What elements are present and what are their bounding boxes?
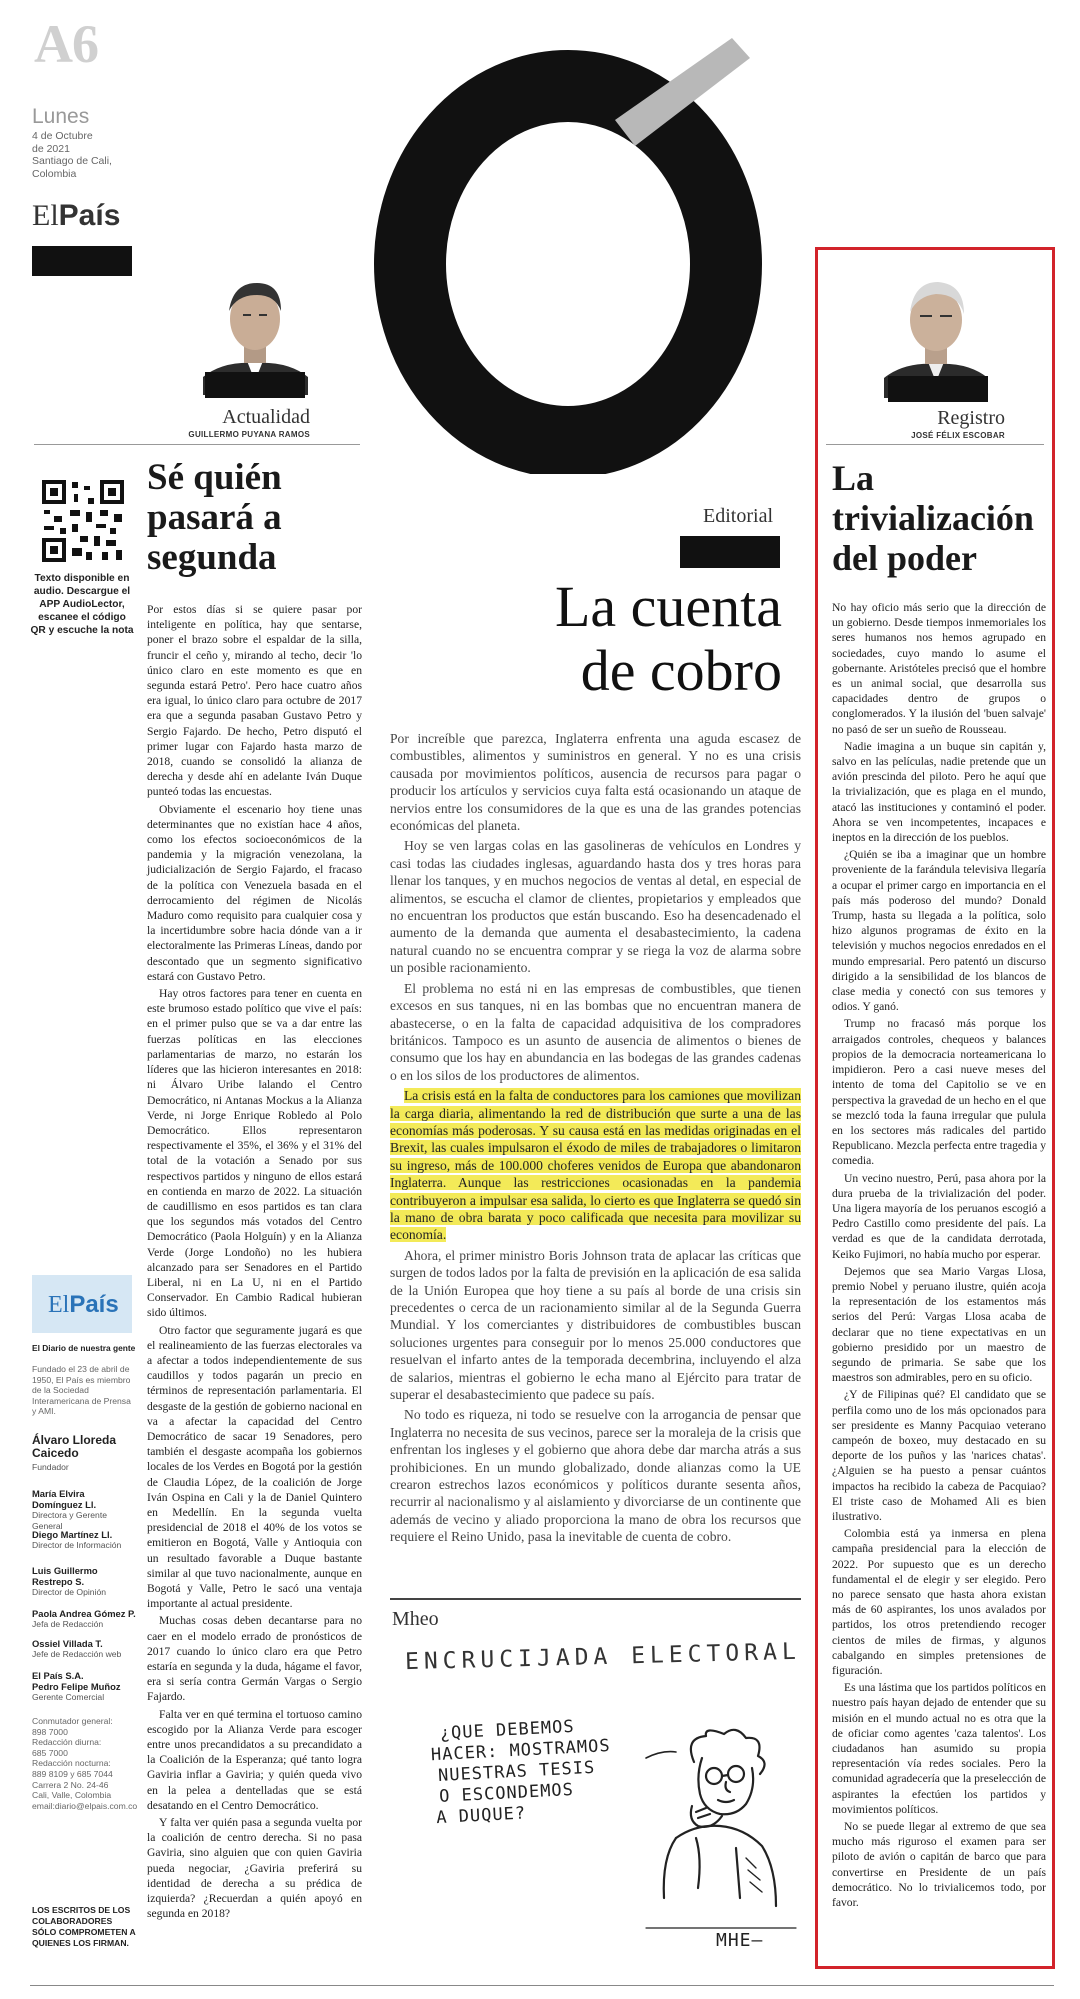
contact-line: Redacción nocturna:: [32, 1758, 111, 1769]
staff-person: [32, 1608, 136, 1638]
editorial-paragraph: Ahora, el primer ministro Boris Johnson trata de aplacar las críticas que surgen de todos lados por la falta de previsión en la aplicación de esa salida de la Unión Europea que hoy tiene a su país al borde de una crisis sin precedentes o cerca de un racionamiento similar al de la Segunda Guerra Mundial. Y los comerciantes y distribuidores de combustibles buscan soluciones urgentes para conseguir por lo menos 25.000 conductores que resuelvan el infarto antes de la temporada decembrina, incluyendo el alza de salarios, mientras el gobierno le echa mano al Ejército para tratar de superar el desabastecimiento que padece su país.: [390, 1247, 801, 1403]
cartoon-figure: [636, 1728, 806, 1938]
staff-logo-el: El: [48, 1292, 70, 1318]
cartoon-title: ENCRUCIJADA ELECTORAL: [404, 1638, 802, 1676]
article-paragraph: Trump no fracasó más porque los arraigados controles, chequeos y balances propios de la democracia norteamericana lo impidieron. Pero a casi nueve meses del intento de toma del Capitolio se ve en perspectiva la gravedad de un hecho en el que se mezcló toda la fauna irregular que pulula en los sectores más radicales del partido Republicano. Mezcla perfecta entre tragedia y comedia.: [832, 1017, 1046, 1168]
contact-line: Conmutador general:: [32, 1716, 113, 1726]
company-name: El País S.A.: [32, 1670, 84, 1681]
article-paragraph: Y falta ver quién pasa a segunda vuelta por la coalición de centro derecha. Si no pasa Gaviria, sino alguien que con quien Gaviria pueda negociar, ¿Gaviria preferirá su identidad de derecha a su prédica de izquierda? ¿Recuerdan a quién apoyó en segunda en 2018?: [147, 1816, 362, 1921]
staff-person-role: Directora y Gerente General: [32, 1510, 107, 1531]
qr-note: Texto disponible en audio. Descargue el APP AudioLector, escanee el código QR y escuche la nota: [30, 573, 134, 636]
speech-line: NUESTRAS TESIS: [437, 1757, 596, 1786]
contact-line: Redacción diurna:: [32, 1737, 102, 1748]
right-headline: [832, 458, 1048, 578]
founder-name: Álvaro Lloreda Caicedo: [32, 1433, 117, 1460]
headline-line: trivialización: [832, 498, 1034, 538]
contact-email[interactable]: email:diario@elpais.com.co: [32, 1800, 138, 1811]
date-line: Colombia: [32, 167, 77, 180]
contact-line: Cali, Valle, Colombia: [32, 1790, 112, 1801]
date-line: 4 de Octubre: [32, 130, 93, 142]
article-paragraph: Un vecino nuestro, Perú, pasa ahora por la dura prueba de la trivialización del poder. Una ligera mayoría de los peruanos escogió a Pedro Castillo como presidente del país. La verdad es que de la candidata derrotada, Keiko Fujimori, no había mucho por esperar.: [832, 1171, 1046, 1261]
right-article-body: [832, 600, 1046, 1912]
highlighted-text: La crisis está en la falta de conductores para los camiones que movilizan la carga diaria, alimentando la red de distribución que surte a una de las economías más poderosas. Y su causa está en las medidas originadas en el Brexit, las cuales impulsaron el éxodo de miles de trabajadores o limitaron su ingreso, más de 100.000 choferes venidos de Europa que abandonaron Inglaterra. Aunque las restricciones ocasionadas en la pandemia contribuyeron a impulsar esa salida, lo cierto es que Inglaterra se quedó sin la mano de obra barata y poco calificada que necesita para movilizar su economía.: [390, 1088, 801, 1243]
headline-line: segunda: [147, 537, 277, 578]
article-paragraph: ¿Y de Filipinas qué? El candidato que se perfila como uno de los más opcionados para ser presidente es Manny Pacquiao veterano campeón de boxeo, muy destacado en su deporte de los puños y las 'narices chatas'. ¿Alguien se ha puesto a pensar cuántos impactos ha recibido la cabeza de Pacquiao? El triste caso de Mohamed Ali es bien ilustrativo.: [832, 1388, 1046, 1523]
disclaimer: LOS ESCRITOS DE LOS COLABORADORES SÓLO COMPROMETEN A QUIENES LOS FIRMAN.: [32, 1905, 136, 1948]
bottom-rule: [30, 1985, 1054, 1986]
staff-person-name: Diego Martínez Ll.: [32, 1529, 113, 1540]
headline-line: de cobro: [580, 638, 782, 703]
staff-person-role: Director de Opinión: [32, 1587, 107, 1597]
contact-block: [32, 1716, 136, 1811]
staff-person: [32, 1488, 136, 1529]
staff-person-role: Director de Información: [32, 1540, 122, 1550]
editorial-paragraph-highlighted: [390, 1087, 801, 1244]
article-paragraph: Muchas cosas deben decantarse para no caer en el modelo errado de pronósticos de 2017 cuando lo único claro era que Petro estaría en segunda y la duda, hágame el favor, era si sería contra Germán Vargas o Sergio Fajardo.: [147, 1614, 362, 1704]
qr-code[interactable]: [40, 478, 126, 564]
company-person: Pedro Felipe Muñoz: [32, 1681, 121, 1692]
article-paragraph: Otro factor que seguramente jugará es que el realineamiento de las fuerzas electorales va a afectar a todos independientemente de sus caudillos y todos pagarán un precio en términos de representación parlamentaria. El desgaste de la gestión de gobierno nacional en va a afectar la capacidad del Centro Democrático de sacar 19 Senadores, pero también el desgaste acompaña los gobiernos locales de los Verdes en Bogotá por la gestión de Claudia López, de la coalición de Jorge Iván Ospina en Cali y la de Daniel Quintero en Medellín. En la segunda vuelta presidencial de 2018 el 40% de los votos se emitieron en Bogotá, Valle y Antioquia con un resultado favorable a Duque bastante similar al que tuvo nacionalmente, aunque en Bogotá y Valle, Petro le sacó una ventaja importante al actual presidente.: [147, 1323, 362, 1611]
brand-logo-pais: País: [58, 199, 121, 232]
headline-line: La: [832, 458, 875, 498]
article-paragraph: Colombia está ya inmersa en plena campaña presidencial para la elección de 2022. Por supuesto que es un derecho fundamental el de elegir y ser elegido. Pero no parece sensato que hasta ahora existan más de 60 aspirantes, los unos avalados por partidos, los otros pretendiendo recoger cientos de miles de firmas, y algunos cabalgando en simples pretensiones de figuración.: [832, 1527, 1046, 1678]
author-name: GUILLERMO PUYANA RAMOS: [188, 430, 310, 439]
contact-line: 898 7000: [32, 1726, 68, 1737]
date-day: Lunes: [32, 105, 90, 128]
staff-person: [32, 1529, 136, 1565]
author-name: JOSÉ FÉLIX ESCOBAR: [911, 431, 1005, 440]
page-number: A6: [34, 14, 98, 74]
editorial-paragraph: Hoy se ven largas colas en las gasolineras de vehículos en Londres y casi todas las ciudades inglesas, aguardando hasta dos y tres horas para llenar los tanques, y en muchos negocios de ventas al detal, en especial de alimentos, se escucha el clamor de clientes, propietarios y empleados que no encuentran los productos que están buscando. Eso ha desencadenado el aumento de la demanda que aumenta el desabastecimiento, la cadena natural cuando no se encuentra comprar y se riega la voz de alarma sobre un posible racionamiento.: [390, 838, 801, 976]
staff-person-name: Ossiel Villada T.: [32, 1638, 103, 1649]
left-article-body: [147, 602, 362, 1923]
section-label: Registro: [937, 407, 1005, 429]
headline-line: pasará a: [147, 497, 282, 538]
section-label: Actualidad: [222, 406, 310, 428]
contact-line: 685 7000: [32, 1747, 68, 1758]
date-line: Santiago de Cali,: [32, 155, 112, 167]
headline-line: Sé quién: [147, 457, 282, 498]
contact-line: 889 8109 y 685 7044: [32, 1768, 113, 1779]
date-line: de 2021: [32, 142, 70, 155]
staff-person-name: Paola Andrea Gómez P.: [32, 1608, 136, 1619]
article-paragraph: No se puede llegar al extremo de que sea mucho más riguroso el examen para ser piloto de avión o capitán de barco que para convertirse en Presidente de un país democrático. No lo trivialicemos todo, por favor.: [832, 1820, 1046, 1910]
article-paragraph: Por estos días si se quiere pasar por inteligente en política, hay que sentarse, poner el brazo sobre el espaldar de la silla, fruncir el ceño y, mirando al techo, decir 'lo único claro en este momento es que en segunda estará Petro'. Pero hace cuatro años era igual, lo único claro para octubre de 2017 era que a segunda pasaban Gustavo Petro y Sergio Fajardo. De hecho, Petro disputó el primer lugar con Fajardo hasta marzo de 2018, cuando se consolidó la alianza de derecha y desde ahí en adelante Iván Duque punteó todas las encuestas.: [147, 603, 362, 799]
article-paragraph: Nadie imagina a un buque sin capitán y, salvo en las películas, nadie pretende que un avión prescinda del piloto. Pero he aquí que la trivialización, que es plaga en el mundo, atacó las instituciones y contaminó el poder. Ahora se ven incompetentes, incapaces e ineptos en la dirección de los pueblos.: [832, 739, 1046, 845]
editorial-body: [390, 730, 801, 1549]
editorial-paragraph: Por increíble que parezca, Inglaterra enfrenta una aguda escasez de combustibles, alimentos y suministros en general. Y no es una crisis causada por movimientos políticos, ausencia de recursos para pagar o producir los artículos y servicios cuya falta está ocasionando un ataque de nervios entre los consumidores de la que es una de las grandes potencias económicas del planeta.: [390, 731, 801, 834]
divider: [390, 1598, 801, 1600]
staff-people: [32, 1488, 136, 1668]
contact-line: Carrera 2 No. 24-46: [32, 1779, 109, 1790]
staff-person: [32, 1565, 136, 1608]
redacted-bar: [205, 372, 305, 398]
staff-logo-pais: País: [69, 1291, 119, 1318]
staff-person: [32, 1638, 136, 1668]
headline-line: La cuenta: [554, 574, 782, 639]
divider: [34, 444, 360, 445]
brand-logo-el: El: [32, 199, 59, 232]
staff-founding: Fundado el 23 de abril de 1950, El País es miembro de la Sociedad Interamericana de Prensa y AMI.: [32, 1364, 131, 1417]
speech-line: ¿QUE DEBEMOS: [439, 1716, 576, 1744]
left-headline: [147, 458, 347, 578]
redacted-bar: [888, 376, 988, 402]
date-block: [32, 130, 112, 180]
headline-line: del poder: [832, 538, 978, 578]
cartoon-artist: Mheo: [392, 1608, 439, 1630]
article-paragraph: Hay otros factores para tener en cuenta en este brumoso estado político que vive el país: en el primer pulso que se va a dar entre las fuerzas políticas en las elecciones parlamentarias de marzo, no estarán los líderes que las hicieron interesantes en 2018: ni Álvaro Uribe ‖alando el Centro Democrático, ni Antanas Mockus a la Alianza Verde, ni Jorge Enrique Robledo al Polo Democrático. Ellos representaron respectivamente el 35%, el 36% y el 31% del total de la votación a Senado por sus respectivos partidos y ninguno de ellos estará en contienda en marzo de 2022. La situación de caudillismo en esos partidos es tan clara que los segundos más votados del Centro Democrático (Paola Holguín) y en la Alianza Verde (Jorge Londoño) no les hubiera alcanzado para ser Senadores en el Partido Liberal, ni en La U, ni en el Partido Conservador. En Cambio Radical hubieran sido últimos.: [147, 987, 362, 1320]
article-paragraph: Obviamente el escenario hoy tiene unas determinantes que no existían hace 4 años, como los efectos socioeconómicos de la pandemia y la migración venezolana, la judicialización de Sergio Fajardo, el fracaso de la política con Venezuela basada en el derrocamiento del régimen de Nicolás Maduro como requisito para cualquier cosa y la incertidumbre sobre hacia dónde van a ir electoralmente las Primeras Líneas, dando por descontado que un segmento significativo estará con Gustavo Petro.: [147, 802, 362, 983]
big-o-letter: [360, 24, 780, 474]
article-paragraph: Dejemos que sea Mario Vargas Llosa, premio Nobel y peruano ilustre, quién acoja la representación de los estamentos más serios del Perú: Vargas Llosa acaba de declarar que no tiene expectativas en un gobierno presidido por un maestro de segundo de primaria. Se sabe que los maestros son admirables, pero en su oficio.: [832, 1264, 1046, 1385]
article-paragraph: Falta ver en qué termina el tortuoso camino escogido por la Alianza Verde para escoger entre unos precandidatos a su precandidato a la Coalición de la Esperanza; qué tanto logra Gaviria inflar a Gaviria; y quién queda vivo en la pelea a dentelladas que se está desatando en el Centro Democrático.: [147, 1707, 362, 1812]
speech-line: HACER: MOSTRAMOS: [430, 1735, 612, 1766]
article-paragraph: No hay oficio más serio que la dirección de un gobierno. Desde tiempos inmemoriales los seres humanos nos hemos agrupado en sociedades, cuyo mando lo asume el gobernante. Aristóteles precisó que el hombre es un animal social, que desarrolla sus capacidades dentro de grupos o conglomerados. Y la ilusión del 'buen salvaje' no pasó de ser un sueño de Rousseau.: [832, 601, 1046, 736]
founder-role: Fundador: [32, 1462, 69, 1472]
staff-tagline: El Diario de nuestra gente: [32, 1343, 136, 1353]
speech-line: O ESCONDEMOS: [438, 1779, 575, 1807]
cartoon-signature: MHE—: [716, 1930, 764, 1951]
editorial-headline: [420, 575, 782, 703]
staff-person-name: María Elvira Domínguez Ll.: [32, 1488, 97, 1510]
article-paragraph: ¿Quién se iba a imaginar que un hombre proveniente de la farándula televisiva llegaría a ocupar el primer cargo en importancia en el país más poderoso del mundo? Donald Trump, hasta su llegada a la política, solo hizo algunos programas de éxito en la televisión y muchos negocios enredados en el mundo empresarial. Pero patentó un discurso dirigido a la sensibilidad de los blancos de clase media y conectó con sus temores y odios. Y ganó.: [832, 848, 1046, 1014]
editorial-paragraph: El problema no está ni en las empresas de combustibles, que tienen excesos en sus tanques, ni en las bombas que no encuentran manera de abastecerse, o en la falta de capacidad adquisitiva de los compradores británicos. Tampoco es un asunto de ausencia de alimentos o bienes de consumo que los hay en abundancia en las bodegas de las grandes cadenas o en los silos de los productores de alimentos.: [390, 980, 801, 1083]
company-block: [32, 1670, 136, 1703]
redacted-bar: [32, 246, 132, 276]
speech-line: A DUQUE?: [435, 1803, 527, 1829]
editorial-section-label: Editorial: [703, 505, 773, 527]
brand-logo: [32, 200, 120, 232]
staff-person-role: Jefa de Redacción: [32, 1619, 104, 1629]
staff-person-role: Jefe de Redacción web: [32, 1649, 122, 1659]
divider: [826, 444, 1044, 445]
staff-logo: [48, 1292, 119, 1318]
redacted-bar: [680, 536, 780, 568]
staff-person-name: Luis Guillermo Restrepo S.: [32, 1565, 98, 1587]
company-role: Gerente Comercial: [32, 1692, 105, 1702]
editorial-paragraph: No todo es riqueza, ni todo se resuelve con la arrogancia de pensar que Inglaterra no necesita de sus vecinos, parece ser la moraleja de la crisis que enfrentan los ingleses y el gobierno que ahora debe dar marcha atrás a sus prohibiciones. En un mundo globalizado, donde alianzas como la UE crearon estrechos lazos económicos y políticos durante sesenta años, recurrir al nacionalismo y al aislamiento y divorciarse de un continente que además de vecino y aliado proporciona la mano de obra los recursos que requiere el Reino Unido, pasa la inevitable de cuenta de cobro.: [390, 1407, 801, 1545]
article-paragraph: Es una lástima que los partidos políticos en nuestro país hayan dejado de entender que su misión en el mundo actual no es otra que la de oficiar como agentes 'caza talentos'. Los ciudadanos han asumido su propia representación vía redes sociales. Pero la comunidad agradecería que la preselección de aspirantes la efectúen los partidos y movimientos políticos.: [832, 1681, 1046, 1816]
